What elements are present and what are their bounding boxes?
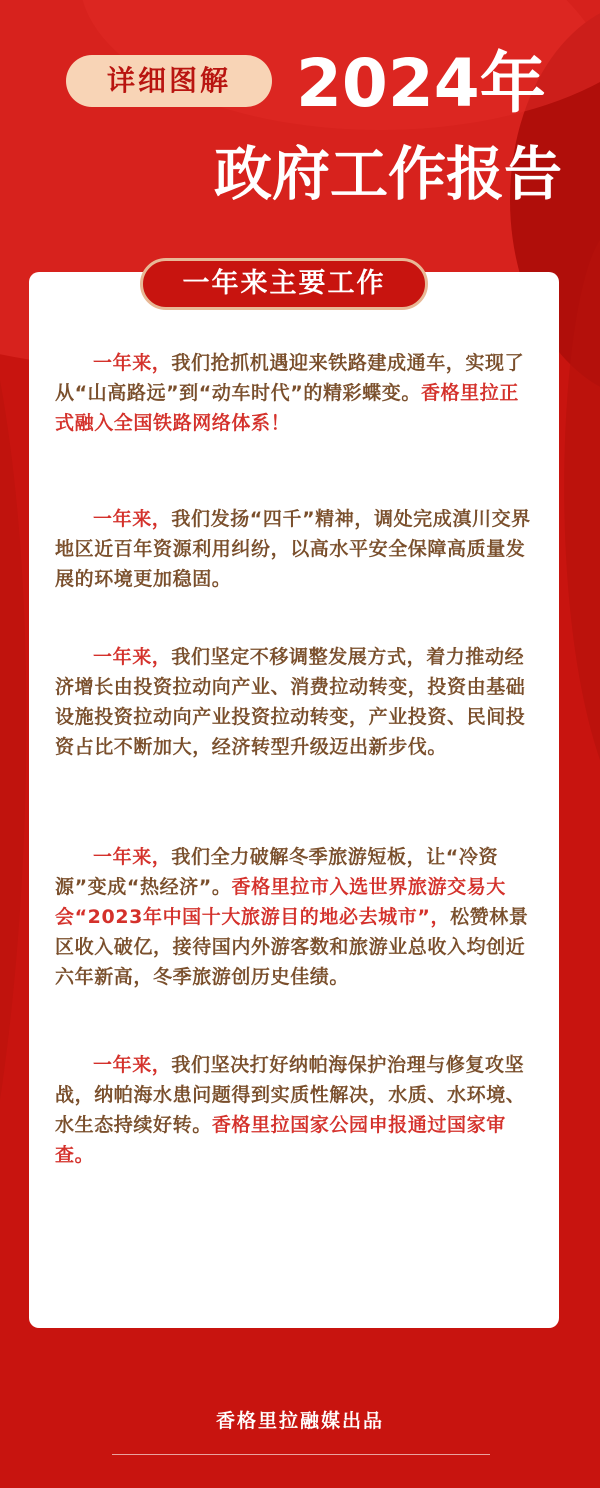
paragraph-lead: 一年来，	[93, 1054, 172, 1076]
footer-divider	[112, 1454, 490, 1455]
paragraph-body: 我们全力破解冬季旅游短板，让“冷资源”变成“热经济”。	[55, 846, 499, 898]
paragraph-body: 我们发扬“四千”精神，调处完成滇川交界地区近百年资源利用纠纷，以高水平安全保障高质量发展的环境更加稳固。	[55, 508, 531, 590]
footer-credit: 香格里拉融媒出品	[215, 1410, 384, 1432]
paragraph-body: 我们坚决打好纳帕海保护治理与修复攻坚战，纳帕海水患问题得到实质性解决，水质、水环境、水生态持续好转。	[55, 1054, 526, 1136]
detail-tag: 详细图解	[66, 55, 272, 107]
page-title: 政府工作报告	[213, 140, 562, 208]
paragraph-4	[55, 842, 535, 992]
paragraph-2	[55, 504, 535, 594]
paragraph-body: 我们抢抓机遇迎来铁路建成通车，实现了从“山高路远”到“动车时代”的精彩蝶变。	[55, 352, 525, 404]
paragraph-1	[55, 348, 535, 438]
paragraph-5	[55, 1050, 535, 1170]
paragraph-lead: 一年来，	[93, 352, 172, 374]
paragraph-highlight: 香格里拉市入选世界旅游交易大会“2023年中国十大旅游目的地必去城市”，	[55, 876, 506, 928]
paragraph-3	[55, 642, 535, 762]
paragraph-lead: 一年来，	[93, 508, 172, 530]
title-year: 2024年	[296, 45, 546, 122]
paragraph-highlight: 香格里拉国家公园申报通过国家审查。	[55, 1114, 506, 1166]
paragraph-lead: 一年来，	[93, 846, 172, 868]
section-title: 一年来主要工作	[140, 258, 428, 310]
paragraph-body: 我们坚定不移调整发展方式，着力推动经济增长由投资拉动向产业、消费拉动转变，投资由基础设施投资拉动向产业投资拉动转变，产业投资、民间投资占比不断加大，经济转型升级迈出新步伐。	[55, 646, 526, 758]
paragraph-tail: 松赞林景区收入破亿，接待国内外游客数和旅游业总收入均创近六年新高，冬季旅游创历史佳绩。	[55, 906, 529, 988]
paragraph-highlight: 香格里拉正式融入全国铁路网络体系！	[55, 382, 519, 434]
paragraph-lead: 一年来，	[93, 646, 172, 668]
